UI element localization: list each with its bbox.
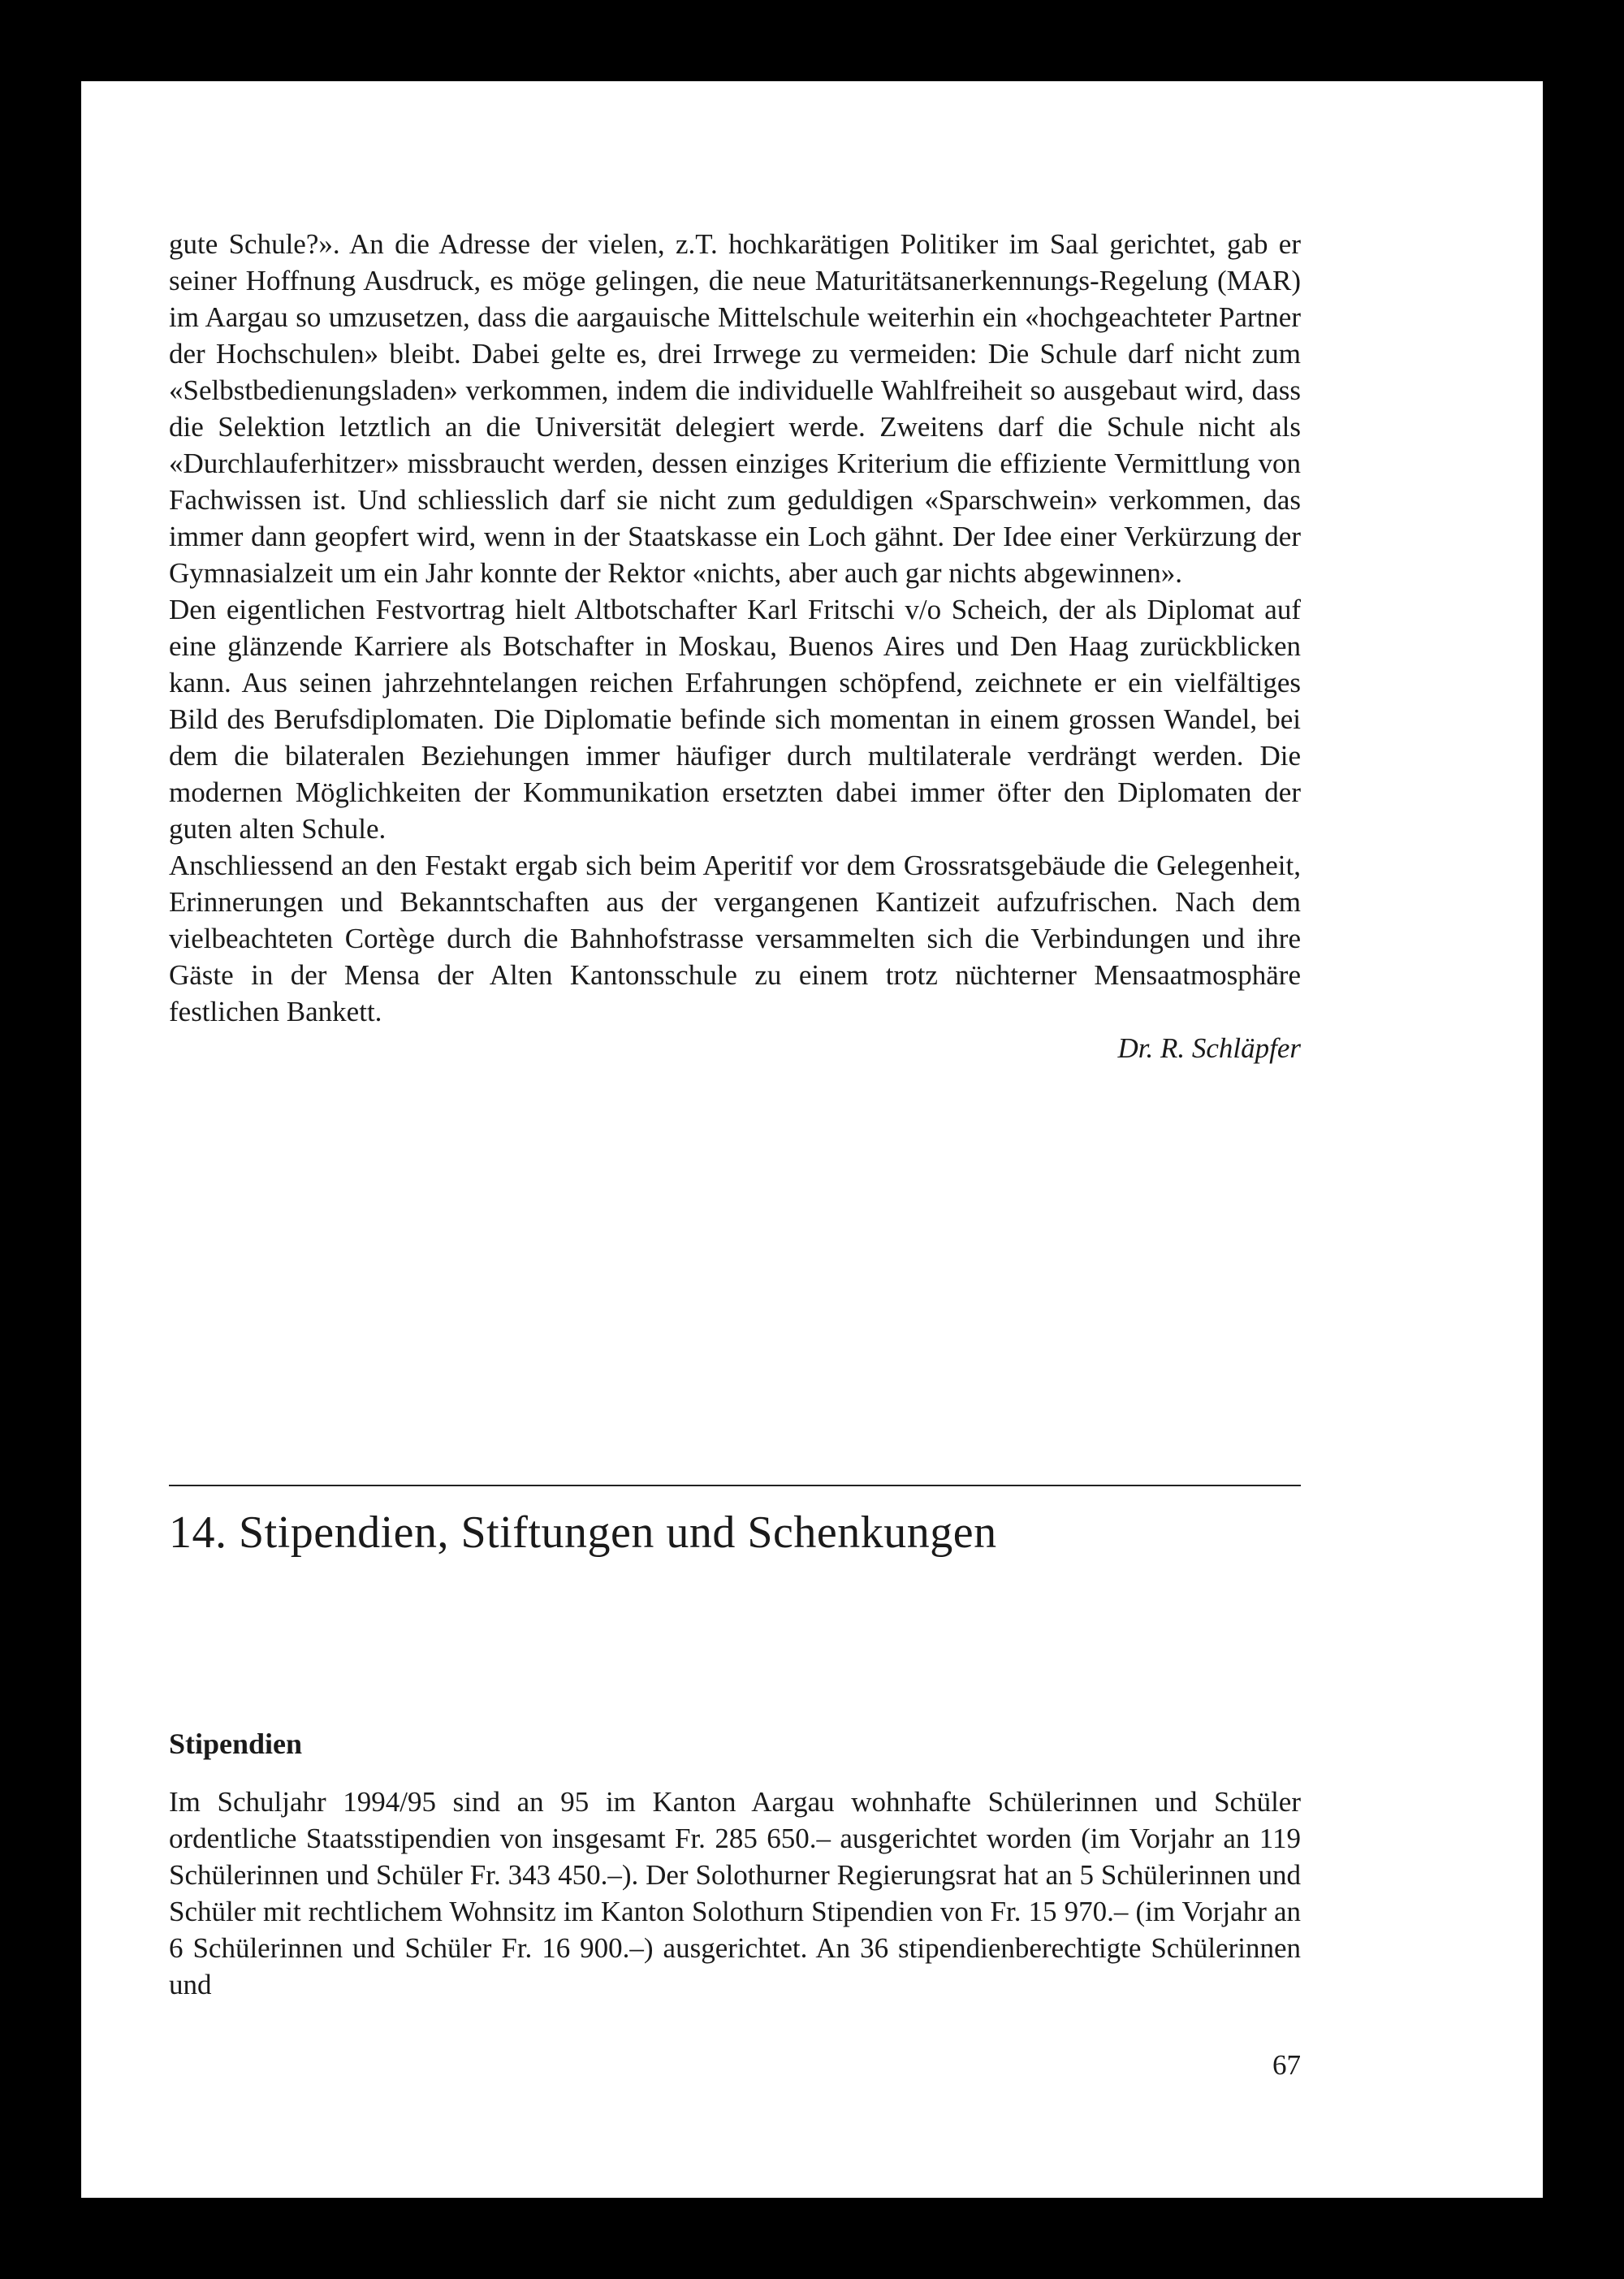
- article-paragraph-2: Den eigentlichen Festvortrag hielt Altbotschafter Karl Fritschi v/o Scheich, der als Diplomat auf eine glänzende Karriere als Botschafter in Moskau, Buenos Aires und Den Haag zurückblicken kann. Aus seinen jahrzehntelangen reichen Erfahrungen schöpfend, zeichnete er ein vielfältiges Bild des Berufsdiplomaten. Die Diplomatie befinde sich momentan in einem grossen Wandel, bei dem die bilateralen Beziehungen immer häufiger durch multilaterale verdrängt werden. Die modernen Möglichkeiten der Kommunikation ersetzten dabei immer öfter den Diplomaten der guten alten Schule.: [169, 594, 1301, 845]
- section-paragraph: Im Schuljahr 1994/95 sind an 95 im Kanton Aargau wohnhafte Schülerinnen und Schüler ordentliche Staatsstipendien von insgesamt Fr. 285 650.– ausgerichtet worden (im Vorjahr an 119 Schülerinnen und Schüler Fr. 343 450.–). Der Solothurner Regierungsrat hat an 5 Schülerinnen und Schüler mit rechtlichem Wohnsitz im Kanton Solothurn Stipendien von Fr. 15 970.– (im Vorjahr an 6 Schülerinnen und Schüler Fr. 16 900.–) ausgerichtet. An 36 stipendienberechtigte Schülerinnen und: [169, 1786, 1301, 2000]
- section-heading: Stipendien: [169, 1728, 303, 1760]
- chapter-divider: [169, 1485, 1301, 1486]
- chapter-title: 14. Stipendien, Stiftungen und Schenkungen: [169, 1507, 997, 1558]
- section-body: [169, 1784, 1301, 2003]
- page: [81, 81, 1543, 2198]
- article-paragraph-3: Anschliessend an den Festakt ergab sich beim Aperitif vor dem Grossratsgebäude die Gelegenheit, Erinnerungen und Bekanntschaften aus der vergangenen Kantizeit aufzufrischen. Nach dem vielbeachteten Cortège durch die Bahnhofstrasse versammelten sich die Verbindungen und ihre Gäste in der Mensa der Alten Kantonsschule zu einem trotz nüchterner Mensaatmosphäre festlichen Bankett.: [169, 850, 1301, 1027]
- article-paragraph-1: gute Schule?». An die Adresse der vielen, z.T. hochkarätigen Politiker im Saal gerichtet, gab er seiner Hoffnung Ausdruck, es möge gelingen, die neue Maturitätsanerkennungs-Regelung (MAR) im Aargau so umzusetzen, dass die aargauische Mittelschule weiterhin ein «hochgeachteter Partner der Hochschulen» bleibt. Dabei gelte es, drei Irrwege zu vermeiden: Die Schule darf nicht zum «Selbstbedienungsladen» verkommen, indem die individuelle Wahlfreiheit so ausgebaut wird, dass die Selektion letztlich an die Universität delegiert werde. Zweitens darf die Schule nicht als «Durchlauferhitzer» missbraucht werden, dessen einziges Kriterium die effiziente Vermittlung von Fachwissen ist. Und schliesslich darf sie nicht zum geduldigen «Sparschwein» verkommen, das immer dann geopfert wird, wenn in der Staatskasse ein Loch gähnt. Der Idee einer Verkürzung der Gymnasialzeit um ein Jahr konnte der Rektor «nichts, aber auch gar nichts abgewinnen».: [169, 228, 1301, 589]
- author-signature: Dr. R. Schläpfer: [1117, 1032, 1301, 1064]
- page-number: 67: [1272, 2049, 1301, 2081]
- article-body: [169, 226, 1301, 1066]
